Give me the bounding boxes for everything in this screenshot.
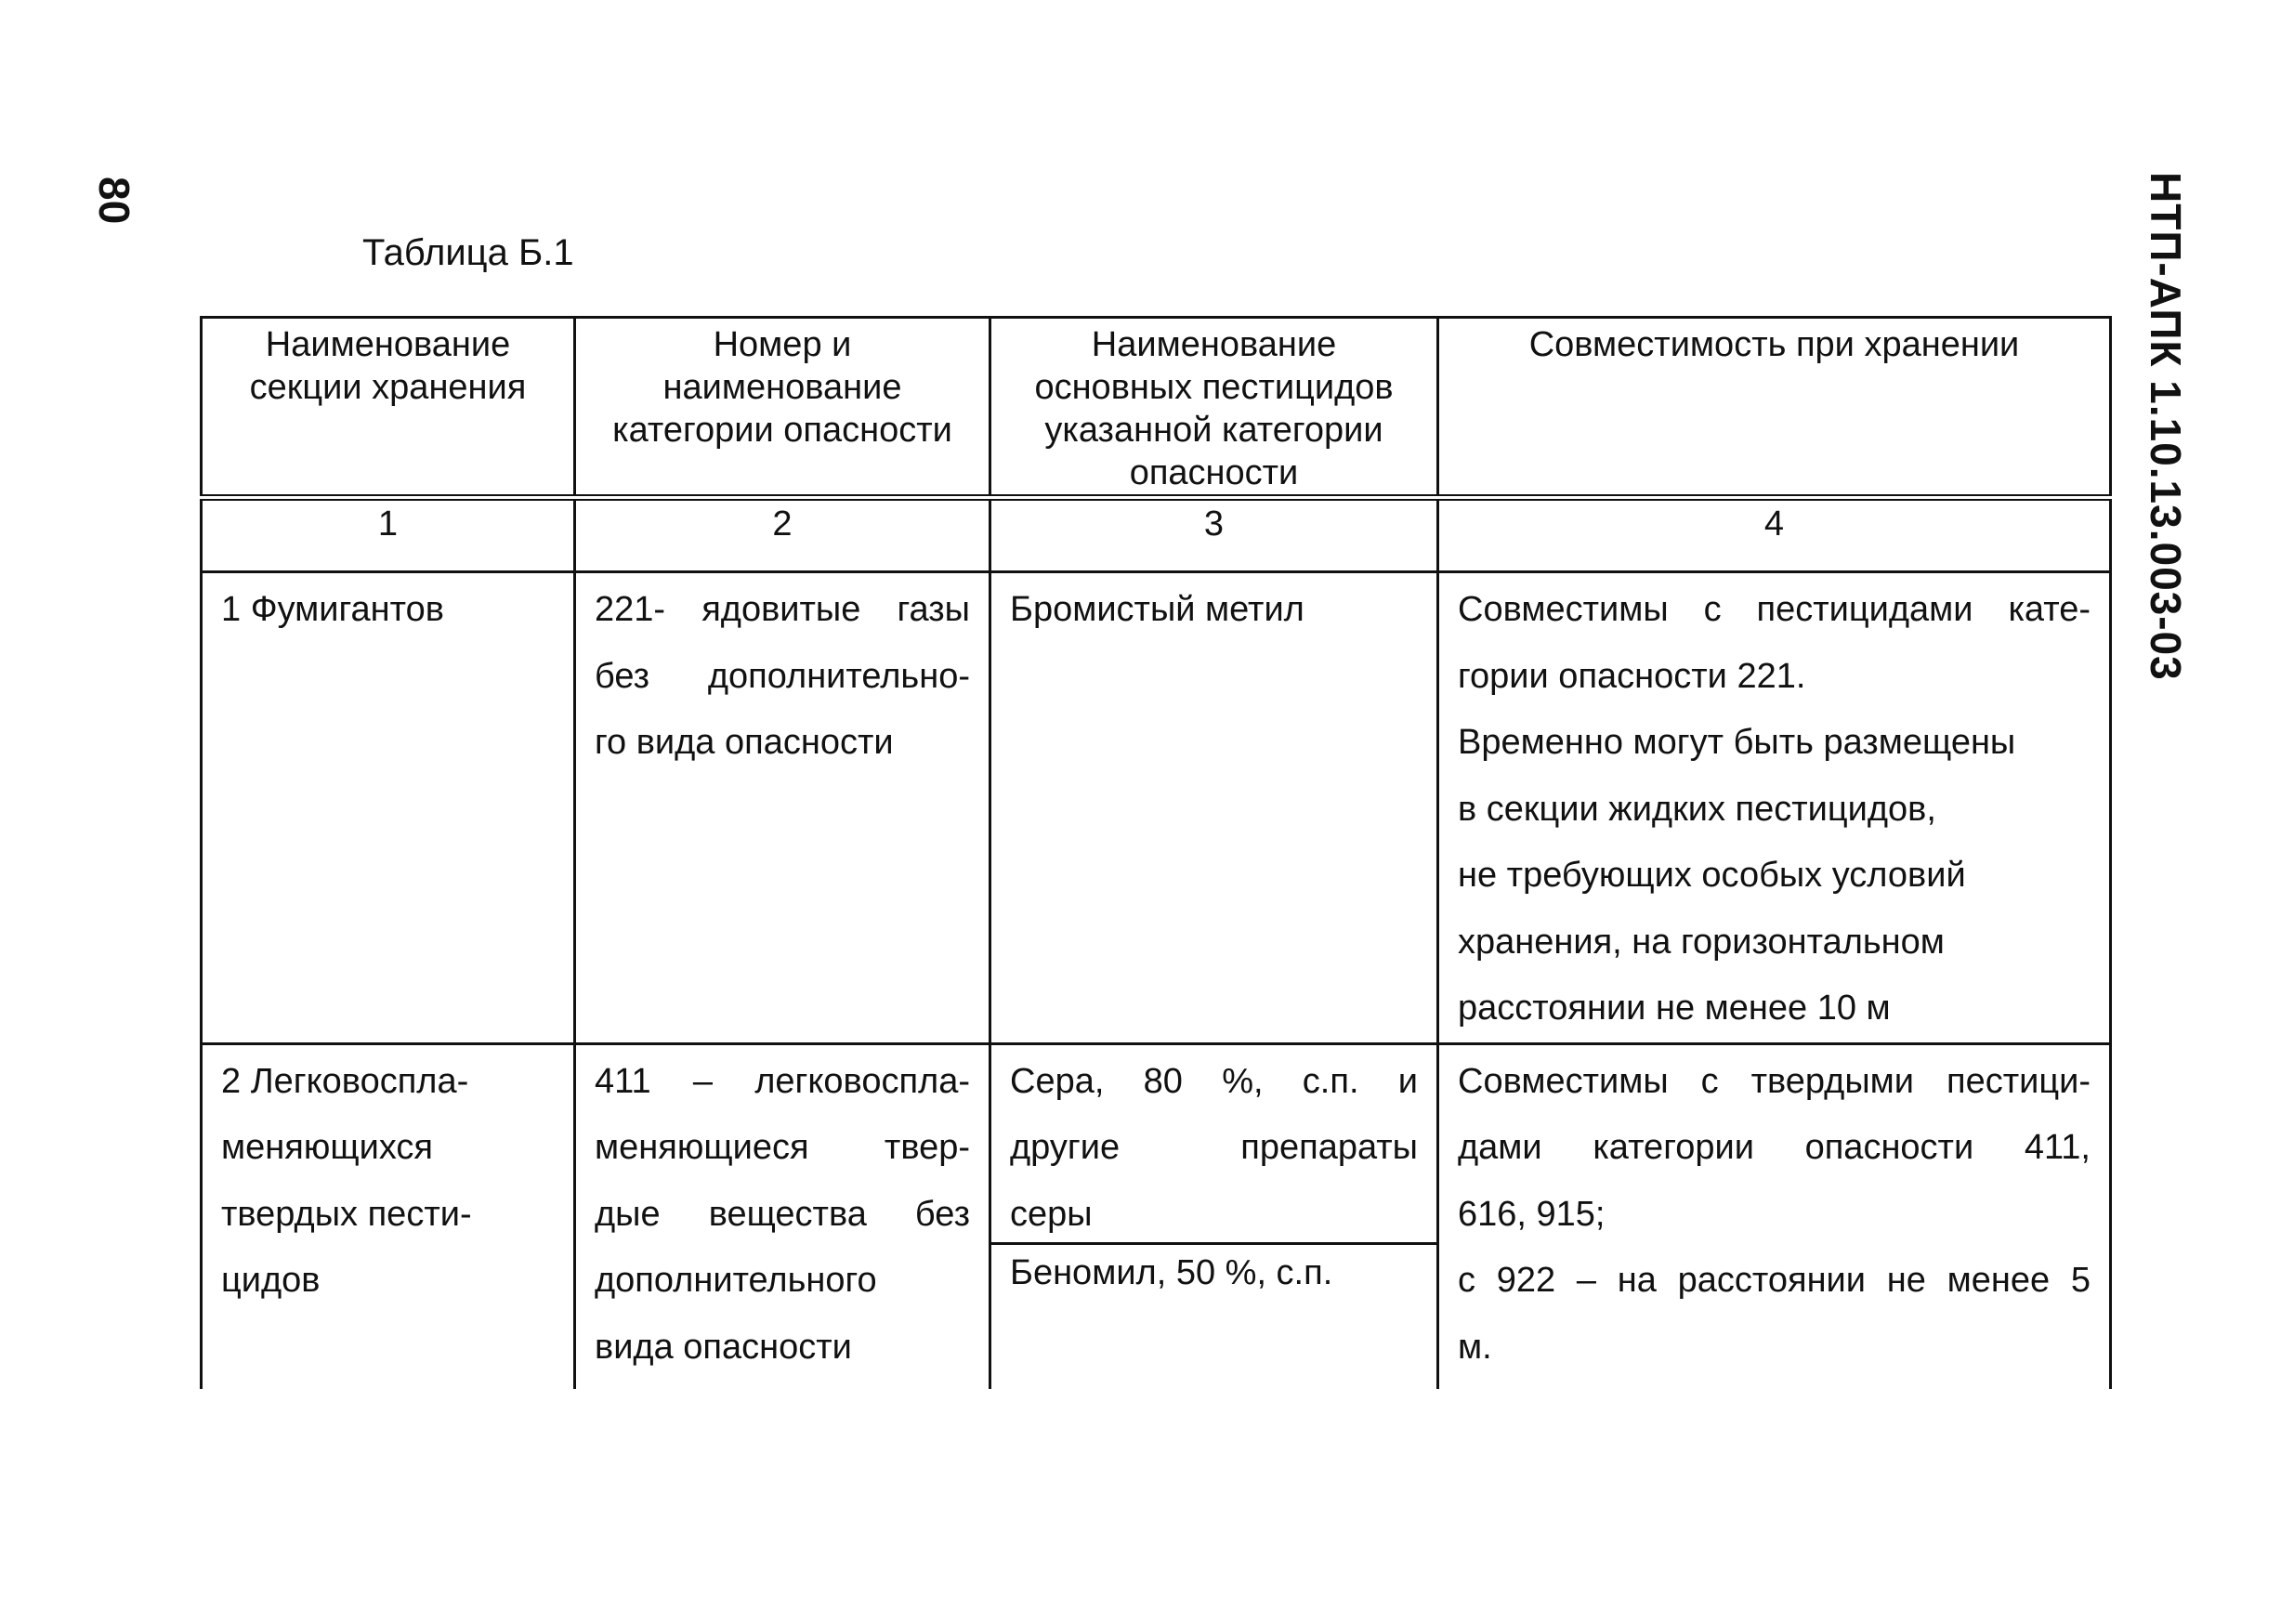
cell-line: в секции жидких пестицидов,: [1458, 789, 1936, 829]
cell-line: дые вещества без: [595, 1194, 970, 1234]
table-header-row: [202, 318, 2111, 498]
cell-line: вида опасности: [595, 1327, 852, 1367]
cell-line: не требующих особых условий: [1458, 856, 1966, 895]
cell-line: гории опасности 221.: [1458, 656, 1806, 696]
cell-line: м.: [1458, 1327, 1492, 1367]
table-row: [202, 572, 2111, 1044]
column-number: 4: [1438, 498, 2111, 572]
storage-section-cell: [202, 572, 575, 1044]
cell-line: Беномил, 50 %, с.п.: [1010, 1252, 1333, 1292]
cell-line: серы: [1010, 1194, 1093, 1234]
cell-line: меняющиеся твер-: [595, 1128, 970, 1167]
cell-line: Бромистый метил: [1010, 590, 1304, 629]
column-number-row: [202, 498, 2111, 572]
column-number: 1: [202, 498, 575, 572]
header-main-pesticides: Наименование основных пестицидов указанной категории опасности: [990, 318, 1438, 498]
cell-line: дами категории опасности 411,: [1458, 1128, 2091, 1167]
cell-line: меняющихся: [221, 1128, 433, 1167]
cell-line: с 922 – на расстоянии не менее 5: [1458, 1261, 2091, 1300]
cell-line: 411 – легковоспла-: [595, 1061, 970, 1101]
cell-line: Сера, 80 %, с.п. и: [1010, 1061, 1418, 1101]
cell-line: 616, 915;: [1458, 1194, 1606, 1234]
pesticides-cell: [990, 572, 1438, 1044]
header-hazard-category: Номер и наименование категории опасности: [575, 318, 990, 498]
header-storage-compatibility: Совместимость при хранении: [1438, 318, 2111, 498]
header-storage-section: Наименование секции хранения: [202, 318, 575, 498]
table-row: [202, 1043, 2111, 1389]
compatibility-cell: [1438, 572, 2111, 1044]
document-code: НТП-АПК 1.10.13.003-03: [2142, 172, 2190, 681]
cell-line: другие препараты: [1010, 1128, 1418, 1167]
compatibility-cell: [1438, 1043, 2111, 1389]
hazard-category-cell: [575, 1043, 990, 1389]
pesticides-cell: [990, 1043, 1438, 1389]
cell-line: хранения, на горизонтальном: [1458, 922, 1945, 962]
column-number: 3: [990, 498, 1438, 572]
storage-section-cell: [202, 1043, 575, 1389]
cell-line: расстоянии не менее 10 м: [1458, 989, 1891, 1028]
table-caption: Таблица Б.1: [362, 232, 574, 273]
page-number: 80: [90, 177, 138, 225]
cell-line: го вида опасности: [595, 723, 894, 762]
cell-line: цидов: [221, 1261, 321, 1300]
cell-line: Совместимы с твердыми пестици-: [1458, 1061, 2091, 1101]
cell-line: без дополнительно-: [595, 656, 970, 696]
pesticide-subcell: [991, 1245, 1436, 1301]
pesticide-subcell: [991, 1045, 1436, 1245]
cell-line: 1 Фумигантов: [221, 590, 444, 629]
cell-line: твердых пести-: [221, 1194, 472, 1234]
column-number: 2: [575, 498, 990, 572]
cell-line: Совместимы с пестицидами кате-: [1458, 590, 2091, 629]
cell-line: Временно могут быть размещены: [1458, 723, 2016, 762]
cell-line: 221- ядовитые газы: [595, 590, 970, 629]
pesticide-storage-table: [200, 316, 2109, 1389]
hazard-category-cell: [575, 572, 990, 1044]
cell-line: дополнительного: [595, 1261, 877, 1300]
cell-line: 2 Легковоспла-: [221, 1061, 469, 1101]
